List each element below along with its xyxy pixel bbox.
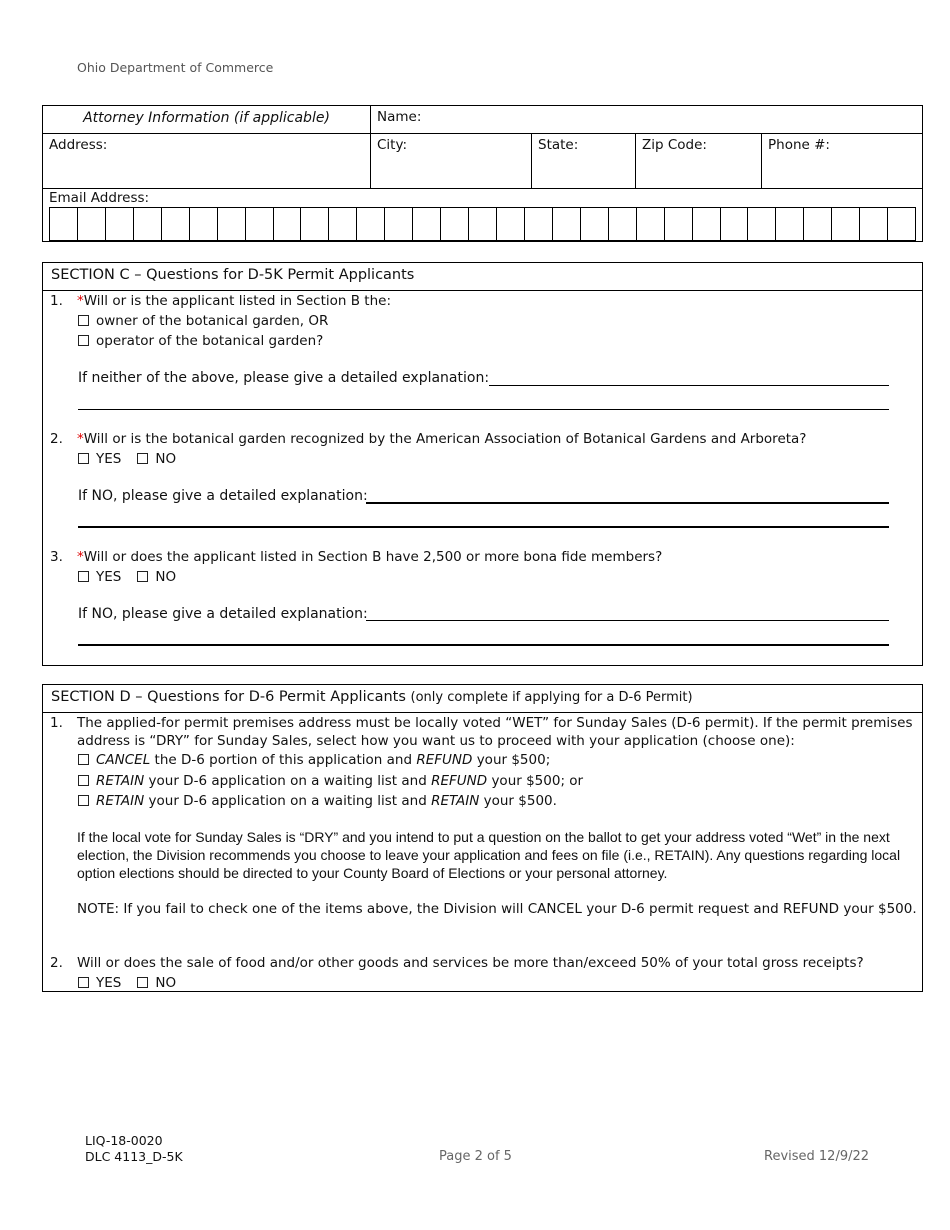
attorney-phone-field[interactable] — [762, 134, 922, 189]
opt3-text-a: your D-6 application on a waiting list and — [144, 793, 432, 809]
section-c-q2-yesno — [78, 449, 176, 469]
attorney-zip-label: Zip Code: — [642, 137, 707, 153]
checkbox-d-q2-yes[interactable] — [78, 977, 89, 988]
attorney-info-table — [42, 105, 923, 242]
section-c-q3 — [77, 547, 662, 567]
section-d-title: SECTION D – Questions for D-6 Permit Applicants — [51, 689, 406, 705]
section-c-q1-owner-option[interactable] — [78, 311, 328, 331]
attorney-city-label: City: — [377, 137, 408, 153]
checkbox-owner[interactable] — [78, 315, 89, 326]
section-c-q1-text: Will or is the applicant listed in Section B the: — [83, 293, 392, 309]
checkbox-d-q2-no[interactable] — [137, 977, 148, 988]
opt2-keyword-2: REFUND — [431, 773, 488, 789]
q2-explain-line-1[interactable] — [366, 502, 889, 504]
section-c — [42, 262, 923, 666]
q3-explain-line-1[interactable] — [366, 620, 889, 621]
q3-explain-line-2[interactable] — [78, 644, 889, 646]
option-retain-retain[interactable] — [78, 791, 557, 811]
section-d-q1-number: 1. — [50, 715, 63, 731]
footer-revised-date: Revised 12/9/22 — [764, 1149, 870, 1164]
checkbox-operator[interactable] — [78, 335, 89, 346]
section-c-q3-text: Will or does the applicant listed in Section B have 2,500 or more bona fide members? — [83, 549, 663, 565]
attorney-info-title: Attorney Information (if applicable) — [43, 106, 371, 134]
q3-yes-label: YES — [96, 569, 122, 585]
opt2-text-a: your D-6 application on a waiting list and — [144, 773, 432, 789]
section-c-q2-number: 2. — [50, 431, 63, 447]
opt3-keyword: RETAIN — [96, 793, 145, 809]
opt1-keyword-2: REFUND — [416, 752, 473, 768]
section-d-q2-number: 2. — [50, 955, 63, 971]
section-d-q2-yesno — [78, 973, 176, 993]
section-c-q2-text: Will or is the botanical garden recognized by the American Association of Botanical Gardens and Arboreta? — [83, 431, 807, 447]
attorney-address-label: Address: — [49, 137, 108, 153]
checkbox-q2-yes[interactable] — [78, 453, 89, 464]
option-retain-refund[interactable] — [78, 771, 583, 791]
operator-option-label: operator of the botanical garden? — [96, 333, 324, 349]
q1-explain-label: If neither of the above, please give a detailed explanation: — [78, 370, 490, 386]
q2-no-label: NO — [155, 451, 177, 467]
checkbox-retain-retain[interactable] — [78, 795, 89, 806]
opt2-keyword: RETAIN — [96, 773, 145, 789]
checkbox-q2-no[interactable] — [137, 453, 148, 464]
section-c-q1-number: 1. — [50, 293, 63, 309]
opt3-text-b: your $500. — [479, 793, 557, 809]
section-c-q2 — [77, 429, 806, 449]
attorney-email-label: Email Address: — [49, 190, 150, 206]
section-d-header — [43, 685, 922, 713]
checkbox-retain-refund[interactable] — [78, 775, 89, 786]
attorney-phone-label: Phone #: — [768, 137, 830, 153]
footer-form-id-2: DLC 4113_D-5K — [85, 1149, 183, 1164]
q2-explain-label: If NO, please give a detailed explanation: — [78, 488, 368, 504]
attorney-name-field[interactable] — [371, 106, 922, 134]
agency-header: Ohio Department of Commerce — [77, 60, 274, 75]
opt1-text-b: your $500; — [472, 752, 551, 768]
required-star: * — [77, 431, 84, 447]
section-c-q3-number: 3. — [50, 549, 63, 565]
attorney-zip-field[interactable] — [636, 134, 762, 189]
opt3-keyword-2: RETAIN — [431, 793, 480, 809]
q2-yes-label: YES — [96, 451, 122, 467]
required-star: * — [77, 293, 84, 309]
footer-form-ids — [85, 1133, 183, 1165]
section-d-q2-text: Will or does the sale of food and/or other goods and services be more than/exceed 50% of your total gross receipts? — [77, 955, 864, 971]
section-c-title: SECTION C – Questions for D-5K Permit Applicants — [43, 263, 922, 291]
q3-explain-label: If NO, please give a detailed explanation: — [78, 606, 368, 622]
q3-no-label: NO — [155, 569, 177, 585]
owner-option-label: owner of the botanical garden, OR — [96, 313, 329, 329]
option-cancel-refund[interactable] — [78, 750, 550, 770]
attorney-address-field[interactable] — [43, 134, 371, 189]
attorney-name-label: Name: — [377, 109, 422, 125]
checkbox-q3-no[interactable] — [137, 571, 148, 582]
footer-form-id-1: LIQ-18-0020 — [85, 1133, 163, 1148]
section-c-q1 — [77, 291, 391, 311]
footer-page-number: Page 2 of 5 — [439, 1149, 512, 1164]
opt1-text-a: the D-6 portion of this application and — [150, 752, 417, 768]
q1-explain-line-1[interactable] — [489, 385, 889, 386]
attorney-email-boxes[interactable] — [49, 207, 916, 241]
d-q2-yes-label: YES — [96, 975, 122, 991]
section-d-title-note: (only complete if applying for a D-6 Permit) — [410, 690, 693, 705]
q2-explain-line-2[interactable] — [78, 526, 889, 528]
section-c-q3-yesno — [78, 567, 176, 587]
section-d-dry-paragraph: If the local vote for Sunday Sales is “DRY” and you intend to put a question on the ballot to get your address voted “Wet” in the next election, the Division recommends you choose to leave your application and fees on file (i.e., RETAIN). Any questions regarding local option elections should be directed to your County Board of Elections or your personal attorney. — [77, 829, 901, 881]
opt2-text-b: your $500; or — [487, 773, 584, 789]
d-q2-no-label: NO — [155, 975, 177, 991]
attorney-state-field[interactable] — [532, 134, 636, 189]
q1-explain-line-2[interactable] — [78, 409, 889, 410]
checkbox-q3-yes[interactable] — [78, 571, 89, 582]
section-d-note: NOTE: If you fail to check one of the items above, the Division will CANCEL your D-6 permit request and REFUND your $500. — [77, 901, 917, 917]
required-star: * — [77, 549, 84, 565]
attorney-state-label: State: — [538, 137, 579, 153]
attorney-city-field[interactable] — [371, 134, 532, 189]
checkbox-cancel-refund[interactable] — [78, 754, 89, 765]
section-d — [42, 684, 923, 992]
section-c-q1-operator-option[interactable] — [78, 331, 323, 351]
opt1-keyword: CANCEL — [96, 752, 151, 768]
section-d-q1-text: The applied-for permit premises address must be locally voted “WET” for Sunday Sales (D-6 permit). If the permit premises address is “DRY” for Sunday Sales, select how you want us to proceed with your application (choose one): — [77, 715, 913, 749]
